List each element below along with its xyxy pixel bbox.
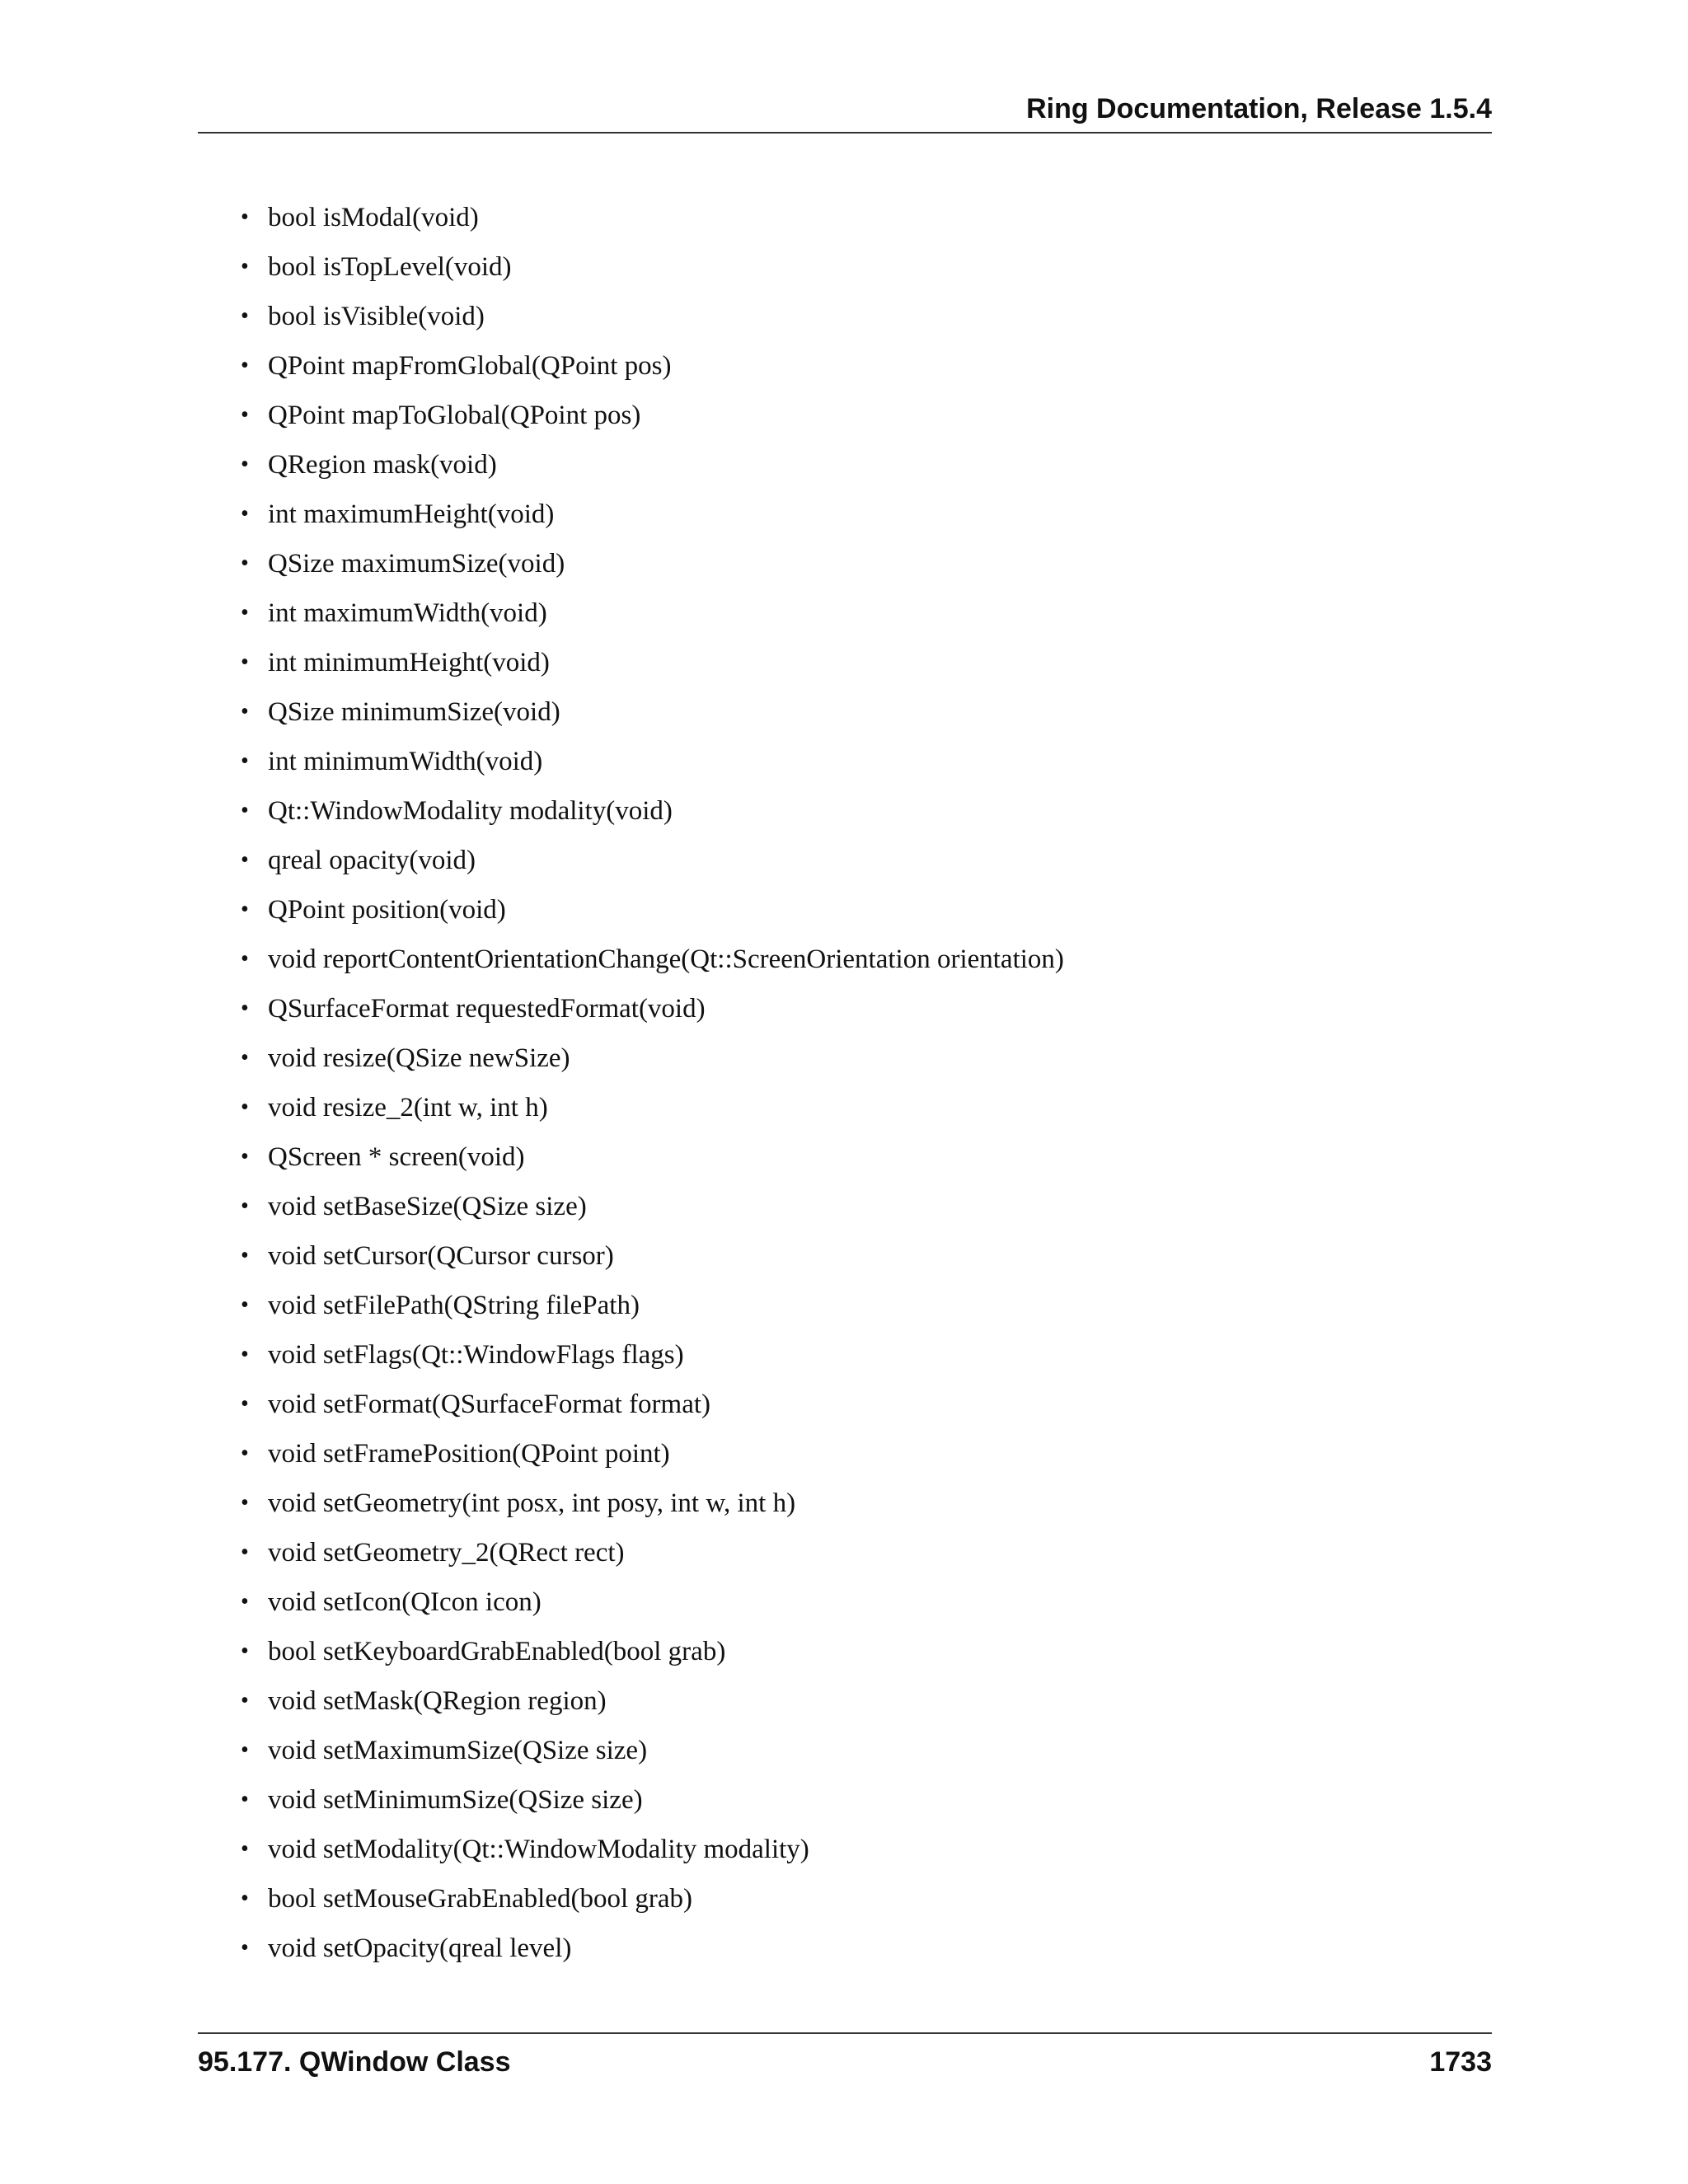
- method-signature: Qt::WindowModality modality(void): [268, 796, 673, 826]
- method-signature: void setFramePosition(QPoint point): [268, 1439, 670, 1469]
- list-item: [239, 984, 1064, 1033]
- method-signature: bool setKeyboardGrabEnabled(bool grab): [268, 1637, 726, 1666]
- method-signature: int minimumWidth(void): [268, 747, 543, 776]
- method-signature: QSurfaceFormat requestedFormat(void): [268, 994, 706, 1024]
- bullet-icon: •: [241, 353, 249, 378]
- bullet-icon: •: [241, 1886, 249, 1911]
- method-signature: bool isModal(void): [268, 203, 479, 232]
- page-footer: [198, 2032, 1492, 2078]
- list-item: [239, 1330, 1064, 1380]
- method-signature: QSize minimumSize(void): [268, 697, 560, 727]
- page-header: [198, 91, 1492, 134]
- bullet-icon: •: [241, 1144, 249, 1169]
- method-signature: void setFilePath(QString filePath): [268, 1291, 640, 1320]
- list-item: [239, 638, 1064, 687]
- page-number: 1733: [1429, 2046, 1492, 2078]
- list-item: [239, 1627, 1064, 1676]
- list-item: [239, 687, 1064, 737]
- bullet-icon: •: [241, 1342, 249, 1367]
- bullet-icon: •: [241, 1094, 249, 1120]
- bullet-icon: •: [241, 1935, 249, 1961]
- method-signature: void setModality(Qt::WindowModality modality): [268, 1835, 809, 1864]
- method-signature: void setFlags(Qt::WindowFlags flags): [268, 1340, 684, 1370]
- method-signature: void setMinimumSize(QSize size): [268, 1785, 643, 1815]
- bullet-icon: •: [241, 1737, 249, 1763]
- bullet-icon: •: [241, 798, 249, 823]
- section-title: 95.177. QWindow Class: [198, 2046, 511, 2078]
- list-item: [239, 737, 1064, 786]
- bullet-icon: •: [241, 254, 249, 279]
- bullet-icon: •: [241, 303, 249, 329]
- bullet-icon: •: [241, 402, 249, 428]
- bullet-icon: •: [241, 1589, 249, 1615]
- method-signature: bool setMouseGrabEnabled(bool grab): [268, 1884, 693, 1914]
- method-signature: void setBaseSize(QSize size): [268, 1192, 587, 1221]
- bullet-icon: •: [241, 1292, 249, 1318]
- method-signature: void resize_2(int w, int h): [268, 1093, 548, 1122]
- list-item: [239, 1676, 1064, 1726]
- list-item: [239, 1132, 1064, 1182]
- method-list: [239, 193, 1064, 1973]
- method-signature: QRegion mask(void): [268, 450, 497, 480]
- list-item: [239, 539, 1064, 588]
- method-signature: QPoint mapToGlobal(QPoint pos): [268, 401, 641, 430]
- list-item: [239, 1231, 1064, 1281]
- list-item: [239, 1479, 1064, 1528]
- list-item: [239, 588, 1064, 638]
- bullet-icon: •: [241, 1540, 249, 1565]
- list-item: [239, 935, 1064, 984]
- method-signature: int minimumHeight(void): [268, 648, 550, 677]
- list-item: [239, 1775, 1064, 1825]
- list-item: [239, 193, 1064, 242]
- method-signature: void setCursor(QCursor cursor): [268, 1241, 614, 1271]
- bullet-icon: •: [241, 748, 249, 774]
- bullet-icon: •: [241, 996, 249, 1021]
- list-item: [239, 1182, 1064, 1231]
- method-signature: void resize(QSize newSize): [268, 1043, 570, 1073]
- bullet-icon: •: [241, 699, 249, 724]
- method-signature: void setMaximumSize(QSize size): [268, 1736, 648, 1765]
- list-item: [239, 1083, 1064, 1132]
- method-signature: qreal opacity(void): [268, 846, 476, 875]
- method-signature: void setIcon(QIcon icon): [268, 1587, 542, 1617]
- list-item: [239, 391, 1064, 440]
- bullet-icon: •: [241, 649, 249, 675]
- bullet-icon: •: [241, 946, 249, 972]
- bullet-icon: •: [241, 1836, 249, 1862]
- bullet-icon: •: [241, 452, 249, 477]
- list-item: [239, 1033, 1064, 1083]
- list-item: [239, 490, 1064, 539]
- method-signature: int maximumHeight(void): [268, 499, 555, 529]
- bullet-icon: •: [241, 1391, 249, 1417]
- list-item: [239, 242, 1064, 292]
- bullet-icon: •: [241, 204, 249, 230]
- method-signature: bool isTopLevel(void): [268, 252, 512, 282]
- method-signature: QSize maximumSize(void): [268, 549, 565, 579]
- bullet-icon: •: [241, 551, 249, 576]
- method-signature: void setFormat(QSurfaceFormat format): [268, 1390, 711, 1419]
- bullet-icon: •: [241, 1490, 249, 1516]
- bullet-icon: •: [241, 1243, 249, 1268]
- bullet-icon: •: [241, 1638, 249, 1664]
- bullet-icon: •: [241, 1787, 249, 1812]
- list-item: [239, 1874, 1064, 1924]
- list-item: [239, 1577, 1064, 1627]
- bullet-icon: •: [241, 1688, 249, 1713]
- list-item: [239, 1825, 1064, 1874]
- list-item: [239, 1726, 1064, 1775]
- list-item: [239, 1380, 1064, 1429]
- method-signature: QPoint mapFromGlobal(QPoint pos): [268, 351, 672, 381]
- bullet-icon: •: [241, 1193, 249, 1219]
- bullet-icon: •: [241, 1441, 249, 1466]
- bullet-icon: •: [241, 897, 249, 922]
- list-item: [239, 341, 1064, 391]
- list-item: [239, 440, 1064, 490]
- method-signature: void setGeometry(int posx, int posy, int w, int h): [268, 1488, 796, 1518]
- list-item: [239, 1528, 1064, 1577]
- list-item: [239, 1281, 1064, 1330]
- method-signature: QPoint position(void): [268, 895, 506, 925]
- bullet-icon: •: [241, 1045, 249, 1071]
- list-item: [239, 786, 1064, 836]
- list-item: [239, 1924, 1064, 1973]
- bullet-icon: •: [241, 600, 249, 626]
- list-item: [239, 292, 1064, 341]
- bullet-icon: •: [241, 501, 249, 527]
- list-item: [239, 1429, 1064, 1479]
- method-signature: bool isVisible(void): [268, 302, 485, 331]
- list-item: [239, 885, 1064, 935]
- method-signature: void setOpacity(qreal level): [268, 1933, 572, 1963]
- method-signature: void reportContentOrientationChange(Qt::ScreenOrientation orientation): [268, 944, 1064, 974]
- list-item: [239, 836, 1064, 885]
- method-signature: void setMask(QRegion region): [268, 1686, 607, 1716]
- bullet-icon: •: [241, 847, 249, 873]
- method-signature: QScreen * screen(void): [268, 1142, 525, 1172]
- document-title: Ring Documentation, Release 1.5.4: [1026, 93, 1492, 124]
- method-signature: int maximumWidth(void): [268, 598, 547, 628]
- method-signature: void setGeometry_2(QRect rect): [268, 1538, 625, 1568]
